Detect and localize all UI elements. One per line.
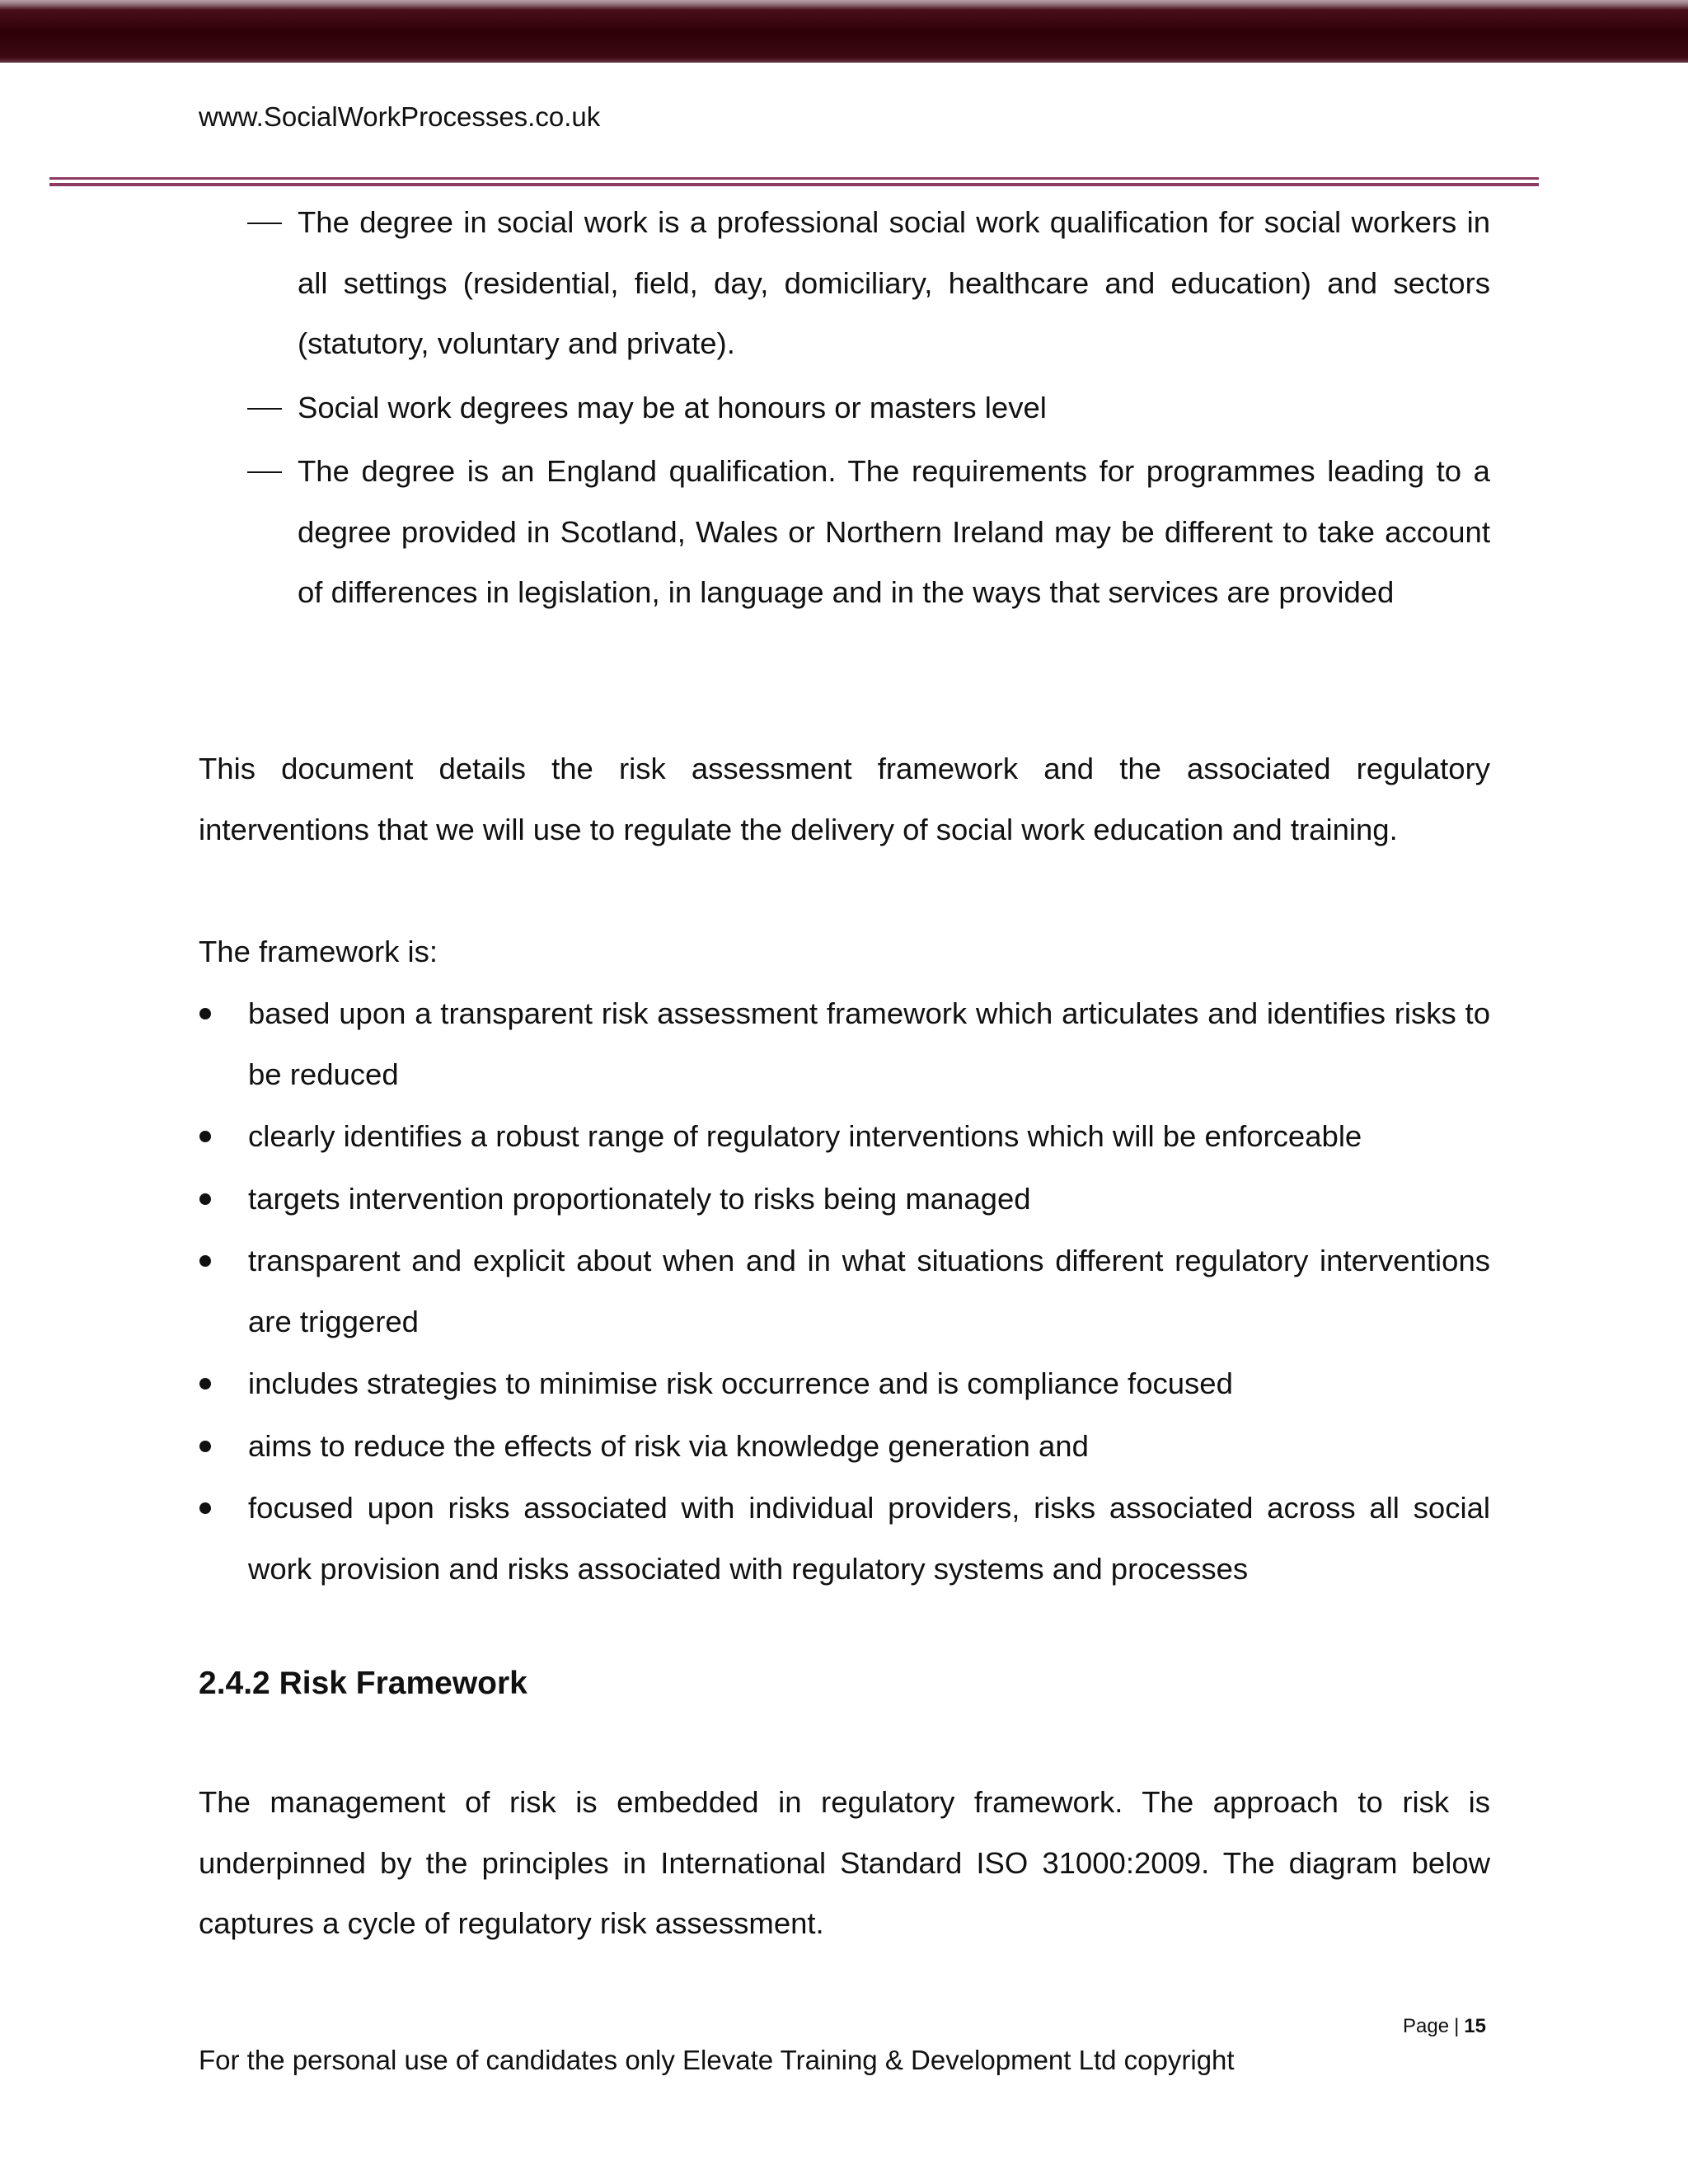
list-item-text: transparent and explicit about when and in what situations different regulatory interventions are triggered <box>248 1244 1490 1338</box>
site-url: www.SocialWorkProcesses.co.uk <box>199 101 601 132</box>
list-item <box>199 1169 1490 1230</box>
dash-list-item <box>244 192 1490 374</box>
page-label: Page <box>1403 2015 1450 2037</box>
dash-list-item <box>244 377 1490 438</box>
dash-item-text: The degree is an England qualification. The requirements for programmes leading to a degree provided in Scotland, Wales or Northern Ireland may be different to take account of differences in legislation, in language and in the ways that services are provided <box>298 454 1490 609</box>
page-number-value: 15 <box>1464 2015 1486 2037</box>
list-item-text: based upon a transparent risk assessment framework which articulates and identifies risks to be reduced <box>248 996 1490 1091</box>
bullet-icon <box>199 1378 211 1390</box>
header-rule-line-top <box>49 177 1539 180</box>
list-item <box>199 1353 1490 1414</box>
list-item <box>199 1478 1490 1599</box>
dash-marker <box>247 408 282 410</box>
bullet-icon <box>199 1008 211 1019</box>
list-item-text: aims to reduce the effects of risk via knowledge generation and <box>248 1428 1089 1463</box>
list-item <box>199 1106 1490 1167</box>
header-band <box>0 0 1688 63</box>
risk-paragraph: The management of risk is embedded in regulatory framework. The approach to risk is underpinned by the principles in International Standard ISO 31000:2009. The diagram below captures a cycle of regulatory risk assessment. <box>199 1785 1490 1940</box>
page-separator: | <box>1454 2015 1460 2037</box>
bullet-icon <box>199 1255 211 1267</box>
bullet-icon <box>199 1502 211 1514</box>
page-number <box>1403 2014 1486 2039</box>
bullet-icon <box>199 1441 211 1452</box>
intro-paragraph: This document details the risk assessment framework and the associated regulatory interventions that we will use to regulate the delivery of social work education and training. <box>199 752 1490 846</box>
footer-copyright: For the personal use of candidates only Elevate Training & Development Ltd copyright <box>199 2045 1235 2075</box>
framework-lead: The framework is: <box>199 935 438 968</box>
list-item-text: clearly identifies a robust range of regulatory interventions which will be enforceable <box>248 1119 1362 1153</box>
list-item <box>199 1416 1490 1477</box>
section-heading: 2.4.2 Risk Framework <box>199 1666 528 1701</box>
dash-item-text: Social work degrees may be at honours or masters level <box>298 390 1047 424</box>
dash-list <box>244 192 1490 626</box>
dash-list-item <box>244 441 1490 623</box>
bullet-icon <box>199 1131 211 1142</box>
dash-item-text: The degree in social work is a professional social work qualification for social workers in all settings (residential, field, day, domiciliary, healthcare and education) and sectors (statutory, voluntary and private). <box>298 205 1490 360</box>
framework-list <box>199 983 1490 1601</box>
dash-marker <box>247 471 282 473</box>
list-item <box>199 983 1490 1104</box>
bullet-icon <box>199 1193 211 1205</box>
header-rule-line-bottom <box>49 183 1539 186</box>
list-item <box>199 1230 1490 1352</box>
header-rule <box>49 177 1539 186</box>
list-item-text: targets intervention proportionately to risks being managed <box>248 1181 1031 1216</box>
list-item-text: focused upon risks associated with individual providers, risks associated across all social work provision and risks associated with regulatory systems and processes <box>248 1491 1490 1586</box>
dash-marker <box>247 223 282 224</box>
list-item-text: includes strategies to minimise risk occurrence and is compliance focused <box>248 1366 1233 1400</box>
